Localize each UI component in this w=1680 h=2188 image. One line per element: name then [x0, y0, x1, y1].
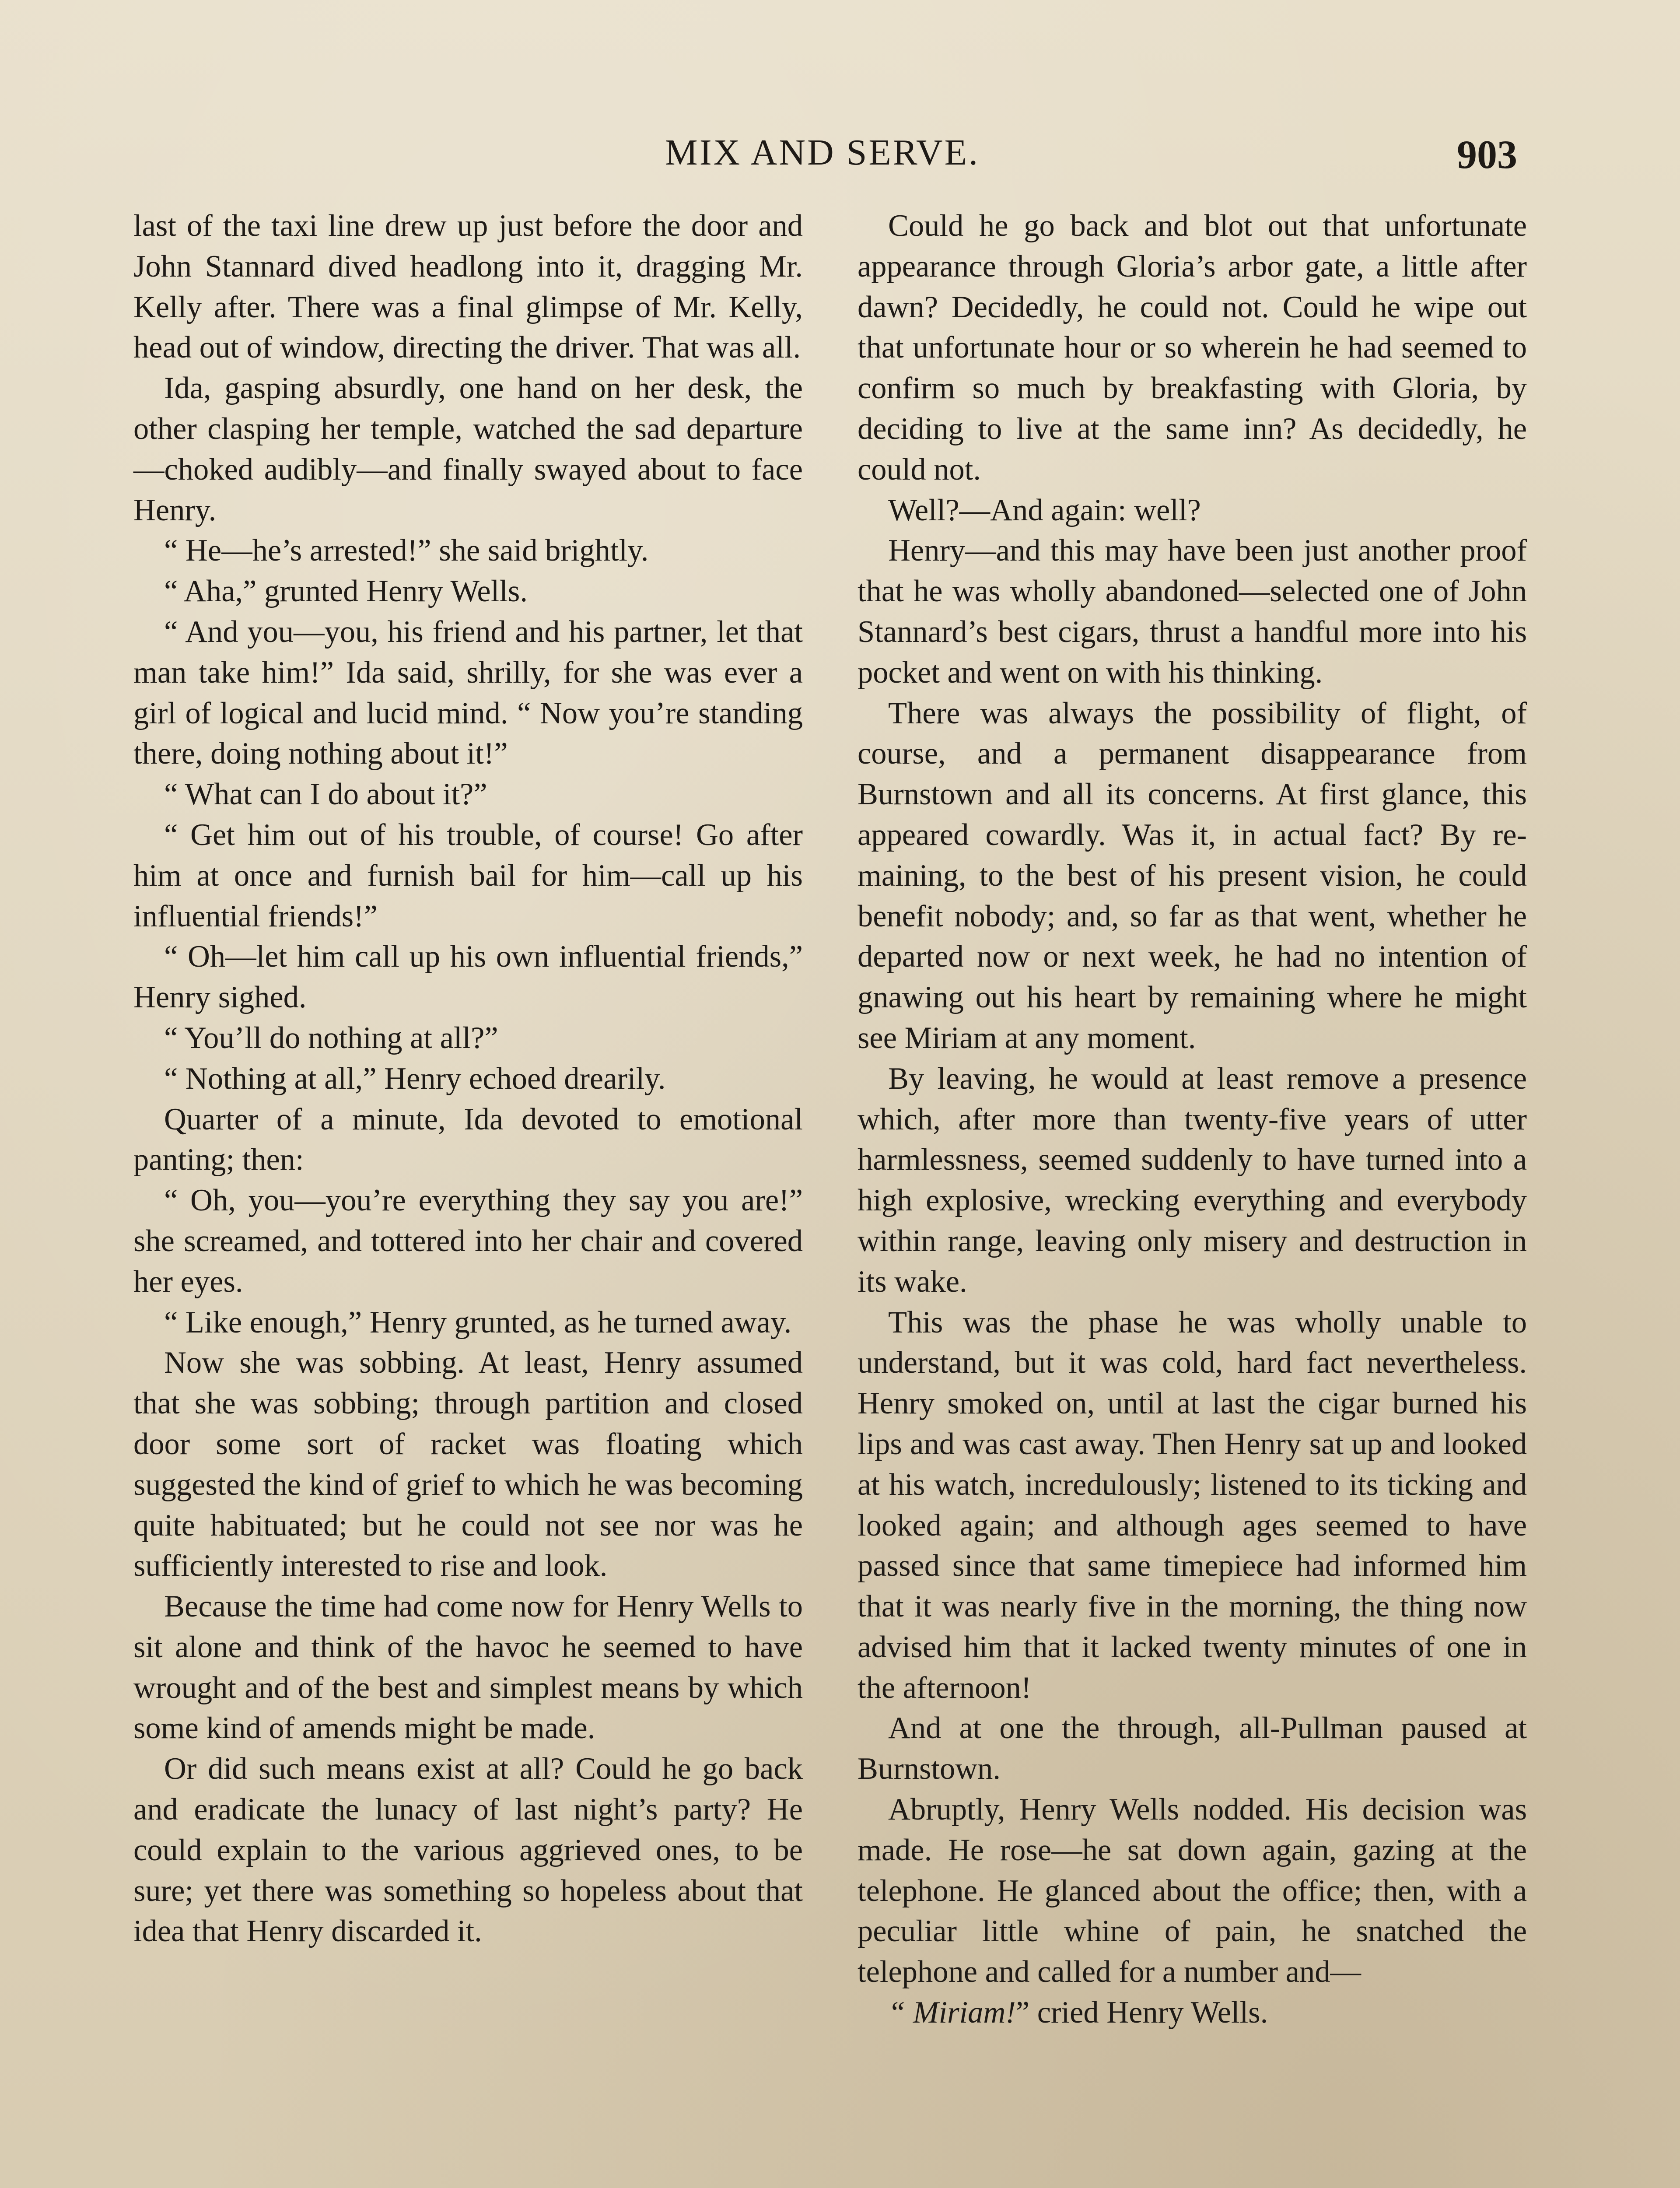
final-open-quote: “ [888, 1995, 913, 2030]
paragraph: “ What can I do about it?” [164, 777, 487, 812]
paragraph: Now she was sobbing. At least, Henry assumed that she was sobbing; through partition and closed door some sort of racket was floating which suggested the kind of grief to which he was becoming quite habituated; but he could not see nor was he sufficiently interested to rise and look. [133, 1346, 803, 1583]
paragraph: “ Oh, you—you’re everything they say you are!” she screamed, and tottered into her chair and covered her eyes. [133, 1183, 803, 1299]
paragraph: Because the time had come now for Henry Wells to sit alone and think of the havoc he seemed to have wrought and of the best and simplest means by which some kind of amends might be made. [133, 1589, 803, 1746]
paragraph: Well?—And again: well? [888, 493, 1201, 527]
running-head [0, 131, 1680, 179]
running-title: MIX AND SERVE. [665, 132, 980, 173]
left-column [133, 206, 803, 1952]
paragraph: “ Like enough,” Henry grunted, as he turned away. [164, 1305, 792, 1339]
final-name: Miriam! [913, 1995, 1016, 2030]
paragraph: This was the phase he was wholly unable to understand, but it was cold, hard fact nevertheless. Henry smoked on, until at last the cigar burned his lips and was cast away. Then Henry sat up and looked at his watch, incredulously; listened to its ticking and looked again; and although ages seemed to have passed since that same timepiece had informed him that it was nearly five in the morning, the thing now advised him that it lacked twenty minutes of one in the afternoon! [858, 1305, 1527, 1705]
paragraph: “ And you—you, his friend and his partner, let that man take him!” Ida said, shrilly, for she was ever a girl of logical and lucid mind. “ Now you’re standing there, doing nothing about it!” [133, 614, 803, 771]
paragraph: “ Nothing at all,” Henry echoed drearily. [164, 1061, 666, 1096]
paragraph: “ Get him out of his trouble, of course! Go after him at once and furnish bail for him—call up his influential friends!” [133, 817, 803, 933]
paragraph: Or did such means exist at all? Could he go back and eradicate the lunacy of last night’s party? He could explain to the various aggrieved ones, to be sure; yet there was something so hopeless about that idea that Henry discarded it. [133, 1752, 803, 1949]
paragraph: Abruptly, Henry Wells nodded. His decision was made. He rose—he sat down again, gazing at the telephone. He glanced about the office; then, with a peculiar little whine of pain, he snatched the telephone and called for a number and— [858, 1792, 1527, 1989]
paragraph: Quarter of a minute, Ida devoted to emotional panting; then: [133, 1102, 803, 1177]
paragraph: last of the taxi line drew up just before the door and John Stannard dived headlong into it, dragging Mr. Kelly after. There was a final glimpse of Mr. Kelly, head out of window, directing the driver. That was all. [133, 209, 803, 365]
paragraph: Could he go back and blot out that unfortunate appearance through Gloria’s arbor gate, a little after dawn? Decidedly, he could not. Could he wipe out that unfortunate hour or so wherein he had seemed to confirm so much by breakfasting with Gloria, by deciding to live at the same inn? As decidedly, he could not. [858, 209, 1527, 487]
paragraph: “ You’ll do nothing at all?” [164, 1020, 498, 1055]
paragraph: “ Aha,” grunted Henry Wells. [164, 574, 528, 609]
paragraph: And at one the through, all-Pullman paused at Burnstown. [858, 1711, 1527, 1786]
paragraph: There was always the possibility of flight, of course, and a permanent disappearance from Burnstown and all its concerns. At first glance, this appeared cowardly. Was it, in actual fact? By remaining, to the best of his present vision, he could benefit nobody; and, so far as that went, whether he departed now or next week, he had no intention of gnawing out his heart by remaining where he might see Miriam at any moment. [858, 696, 1527, 1055]
paragraph: By leaving, he would at least remove a presence which, after more than twenty-five years of utter harmlessness, seemed suddenly to have turned into a high explosive, wrecking everything and everybody within range, leaving only misery and destruction in its wake. [858, 1061, 1527, 1299]
final-paragraph [858, 1992, 1527, 2033]
paragraph: Ida, gasping absurdly, one hand on her desk, the other clasping her temple, watched the sad departure—choked audibly—and finally swayed about to face Henry. [133, 371, 803, 527]
final-rest: ” cried Henry Wells. [1015, 1995, 1268, 2030]
paragraph: Henry—and this may have been just another proof that he was wholly abandoned—selected one of John Stannard’s best cigars, thrust a handful more into his pocket and went on with his thinking. [858, 533, 1527, 690]
right-column [858, 206, 1527, 2033]
paragraph: “ He—he’s arrested!” she said brightly. [164, 533, 649, 568]
paragraph: “ Oh—let him call up his own influential friends,” Henry sighed. [133, 940, 803, 1015]
page-number: 903 [1457, 132, 1517, 177]
